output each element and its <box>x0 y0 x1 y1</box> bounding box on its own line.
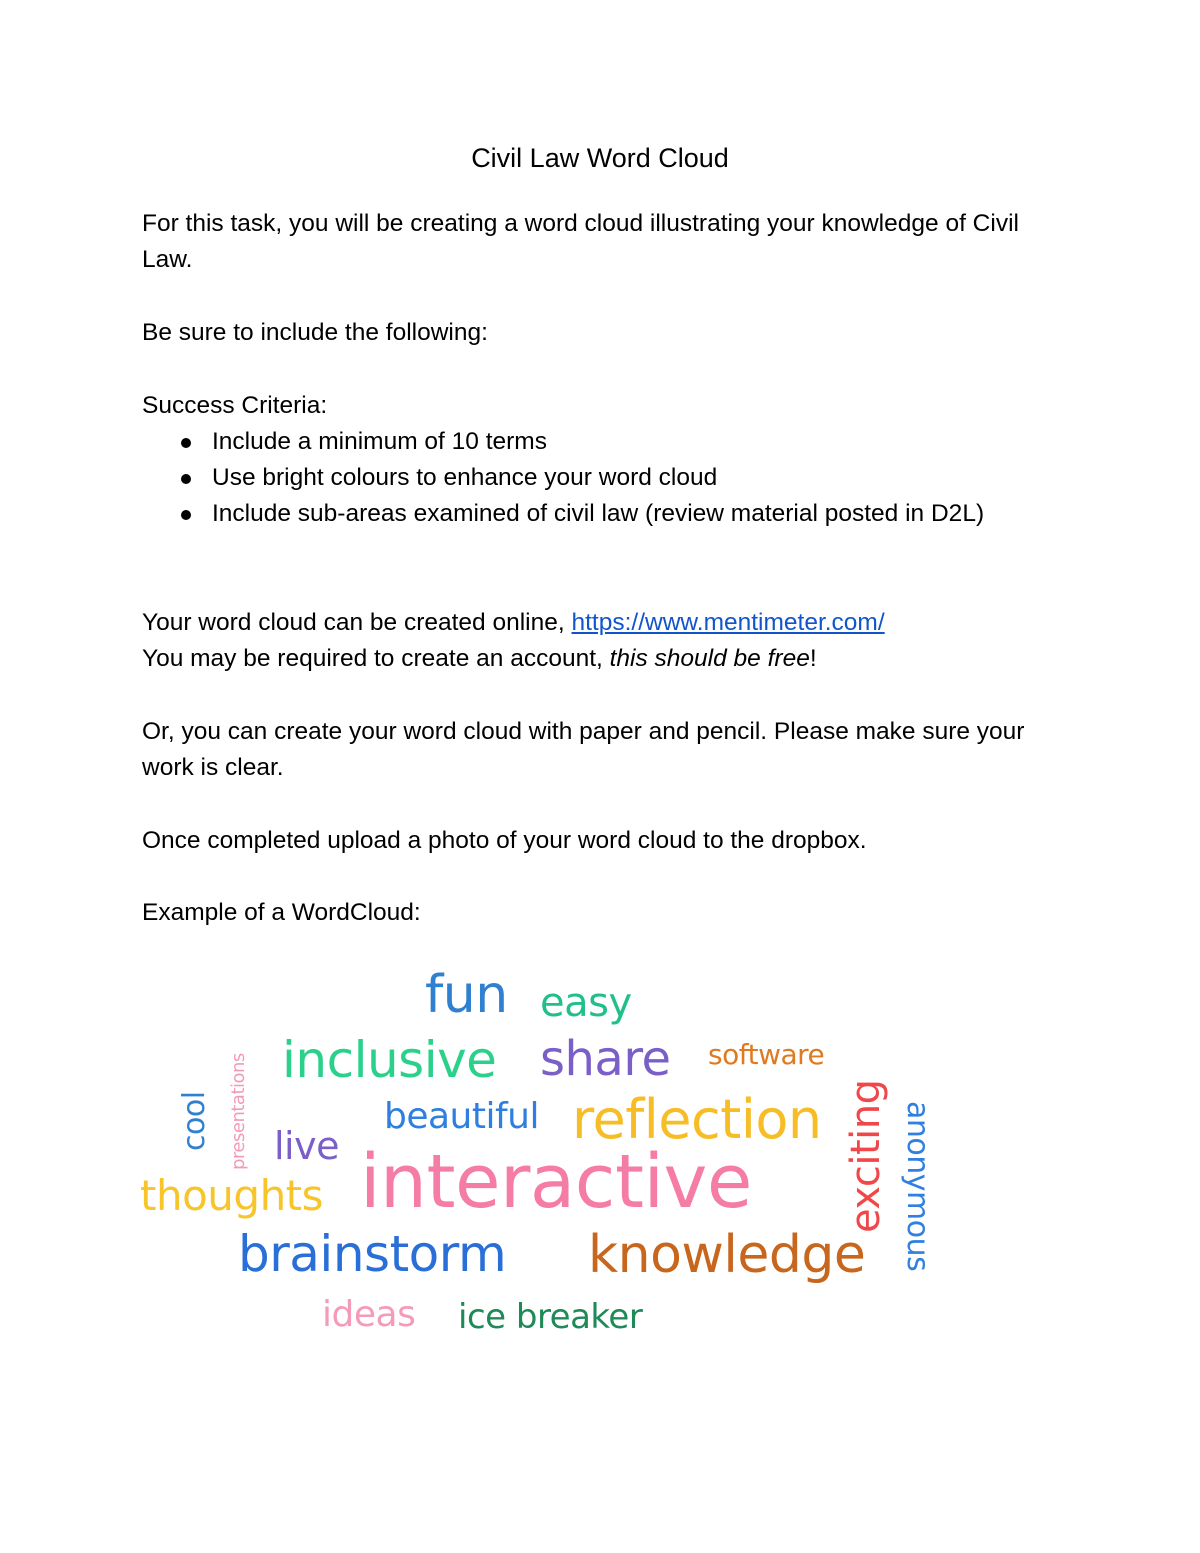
mentimeter-link[interactable]: https://www.mentimeter.com/ <box>571 609 885 636</box>
cloud-word-anonymous: anonymous <box>900 1101 935 1272</box>
account-end-text: ! <box>809 645 817 672</box>
criteria-text: Include a minimum of 10 terms <box>212 428 547 455</box>
bullet-icon <box>181 438 191 448</box>
paper-pencil-paragraph: Or, you can create your word cloud with paper and pencil. Please make sure your work is clear. <box>142 718 1025 781</box>
cloud-word-presentations: presentations <box>228 1053 249 1170</box>
cloud-word-ice-breaker: ice breaker <box>458 1297 643 1337</box>
bullet-icon <box>181 474 191 484</box>
cloud-word-easy: easy <box>540 980 632 1026</box>
account-paragraph <box>142 641 1042 677</box>
account-text: You may be required to create an account, <box>142 645 610 672</box>
criteria-text: Use bright colours to enhance your word cloud <box>212 464 718 491</box>
criteria-heading: Success Criteria: <box>142 392 328 419</box>
online-text: Your word cloud can be created online, <box>142 609 572 636</box>
cloud-word-fun: fun <box>425 965 508 1025</box>
include-heading: Be sure to include the following: <box>142 319 488 346</box>
cloud-word-ideas: ideas <box>322 1294 416 1335</box>
upload-paragraph: Once completed upload a photo of your word cloud to the dropbox. <box>142 827 867 854</box>
cloud-word-exciting: exciting <box>843 1079 889 1233</box>
cloud-word-software: software <box>708 1038 825 1071</box>
cloud-word-live: live <box>274 1124 339 1168</box>
criteria-item <box>142 496 1012 532</box>
online-paragraph <box>142 605 1042 641</box>
criteria-item <box>142 424 1012 460</box>
word-cloud-image <box>130 955 950 1355</box>
cloud-word-thoughts: thoughts <box>140 1171 324 1220</box>
criteria-item <box>142 460 1012 496</box>
cloud-word-interactive: interactive <box>360 1139 752 1225</box>
cloud-word-knowledge: knowledge <box>588 1225 866 1285</box>
cloud-word-cool: cool <box>177 1091 212 1151</box>
cloud-word-beautiful: beautiful <box>384 1096 539 1137</box>
criteria-text: Include sub-areas examined of civil law (review material posted in D2L) <box>212 500 985 527</box>
cloud-word-brainstorm: brainstorm <box>238 1225 507 1283</box>
criteria-list <box>142 424 1042 532</box>
example-label: Example of a WordCloud: <box>142 899 421 926</box>
intro-paragraph: For this task, you will be creating a word cloud illustrating your knowledge of Civil Law. <box>142 210 1019 273</box>
cloud-word-share: share <box>540 1031 671 1087</box>
page-title: Civil Law Word Cloud <box>471 143 729 173</box>
cloud-word-inclusive: inclusive <box>282 1031 497 1089</box>
cloud-word-reflection: reflection <box>572 1088 822 1151</box>
bullet-icon <box>181 510 191 520</box>
account-italic-text: this should be free <box>609 645 810 672</box>
